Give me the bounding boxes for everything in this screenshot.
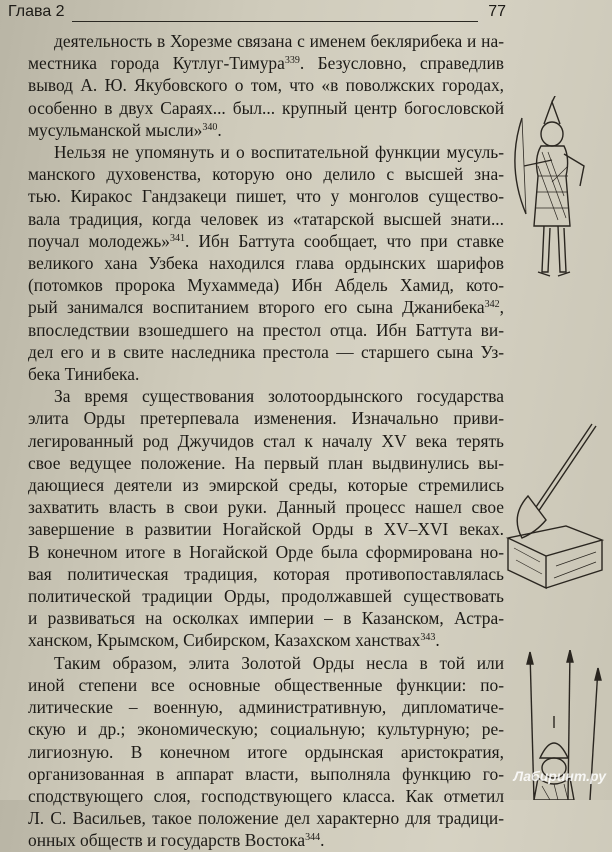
text-line: Нельзя не упомянуть и о воспитательной функции мусуль- xyxy=(54,142,504,163)
text-line: легированный род Джучидов стал к началу XV века терять xyxy=(28,430,504,451)
text-line: и развиваться на осколках империи – в Казанском, Астра- xyxy=(28,608,504,629)
text-line: вывод А. Ю. Якубовского о том, что «в поволжских городах, xyxy=(28,75,504,96)
text-line: дающиеся деятели из эмирской среды, которые стремились xyxy=(28,475,504,496)
watermark: Лабиринт.ру xyxy=(513,768,606,784)
footnote-ref[interactable]: 339 xyxy=(284,55,300,67)
text-line: вала традиция, когда человек из «татарской высшей знати... xyxy=(28,208,504,229)
text-line: литические – военную, административную, дипломатиче- xyxy=(28,697,504,718)
paragraph xyxy=(28,30,504,141)
axe-block-illustration xyxy=(506,420,610,590)
page-number: 77 xyxy=(488,3,506,20)
text-line: манского духовенства, которую оно делило с высшей зна- xyxy=(28,164,504,185)
text-line: иной степени все основные общественные функции: по- xyxy=(28,674,504,695)
text-line: впоследствии взошедшего на престол отца. Ибн Баттута ви- xyxy=(28,319,504,340)
paragraph xyxy=(28,385,504,651)
text-line: скую и др.; экономическую; социальную; культурную; ре- xyxy=(28,719,504,740)
text-line: великого хана Узбека находился глава ордынских шарифов xyxy=(28,253,504,274)
text-line: мусульманской мысли»$^{340}$. xyxy=(28,119,222,140)
text-line: деятельность в Хорезме связана с именем беклярибека и на- xyxy=(54,31,504,51)
text-line: лигиозную. В конечном итоге ордынская аристократия, xyxy=(28,741,504,762)
text-line: Л. С. Васильев, такое положение дел характерно для традици- xyxy=(28,808,504,829)
footnote-ref[interactable]: 342 xyxy=(484,299,500,311)
text-line: (потомков пророка Мухаммеда) Ибн Абдель Хамид, кото- xyxy=(28,275,504,296)
text-line: За время существования золотоордынского государства xyxy=(54,386,504,407)
text-line: завершение в развитии Ногайской Орды в XV–XVI веках. xyxy=(28,519,504,540)
running-header xyxy=(8,3,506,25)
text-line: онных обществ и государств Востока$^{344}$. xyxy=(28,830,325,851)
text-line: ханском, Крымском, Сибирском, Казахском ханствах$^{343}$. xyxy=(28,630,440,651)
text-line: дел его и в свите наследника престола — старшего сына Уз- xyxy=(28,341,504,362)
text-line: тью. Киракос Гандзакеци пишет, что у монголов существо- xyxy=(28,186,504,207)
chapter-title: Глава 2 xyxy=(8,3,65,20)
archer-illustration xyxy=(508,96,604,286)
footnote-ref[interactable]: 340 xyxy=(202,121,218,133)
body-text xyxy=(28,30,504,852)
text-line: элита Орды претерпевала изменения. Изначально приви- xyxy=(28,408,504,429)
paragraph xyxy=(28,652,504,852)
footnote-ref[interactable]: 344 xyxy=(305,832,321,844)
text-line: политической традиции Орды, продолжавшей существовать xyxy=(28,586,504,607)
text-line: рый занимался воспитанием второго его сына Джанибека$^{342}$, xyxy=(28,297,504,318)
text-line: особенно в двух Сараях... был... крупный центр богословской xyxy=(28,97,504,118)
text-line: местника города Кутлуг-Тимура$^{339}$. Безусловно, справедлив xyxy=(28,53,504,74)
text-line: сподствующего слоя, господствующего класса. Как отметил xyxy=(28,785,504,806)
text-line: поучал молодежь»$^{341}$. Ибн Баттута сообщает, что при ставке xyxy=(28,230,505,251)
text-line: вая политическая традиция, которая противопоставлялась xyxy=(28,563,504,584)
paragraph xyxy=(28,141,504,385)
header-rule xyxy=(72,21,478,22)
text-line: бека Тинибека. xyxy=(28,364,140,385)
footnote-ref[interactable]: 343 xyxy=(420,632,436,644)
text-line: Таким образом, элита Золотой Орды несла в той или xyxy=(54,652,504,673)
text-line: В конечном итоге в Ногайской Орде была сформирована но- xyxy=(28,541,504,562)
text-line: организованная в аппарат власти, выполняла функцию го- xyxy=(28,763,504,784)
text-line: свое ведущее положение. На первый план выдвинулись вы- xyxy=(28,452,504,473)
text-line: захватить власть в свои руки. Данный процесс нашел свое xyxy=(28,497,504,518)
footnote-ref[interactable]: 341 xyxy=(170,232,186,244)
